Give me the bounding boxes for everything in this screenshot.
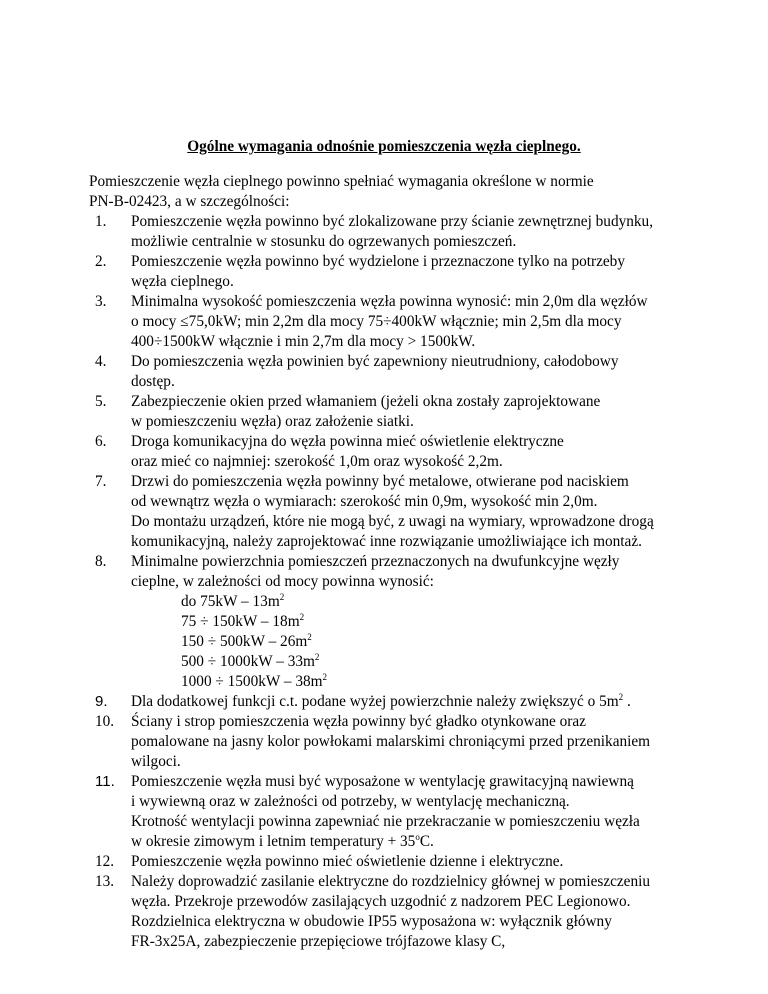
list-item-9 bbox=[89, 692, 689, 712]
intro-line: Pomieszczenie węzła cieplnego powinno spełniać wymagania określone w normie bbox=[89, 173, 594, 190]
requirements-list bbox=[89, 212, 689, 952]
item-line: Droga komunikacyjna do węzła powinna mieć oświetlenie elektryczne bbox=[131, 433, 564, 450]
item-line: Minimalna wysokość pomieszczenia węzła powinna wynosić: min 2,0m dla węzłów bbox=[131, 293, 648, 310]
item-line: Drzwi do pomieszczenia węzła powinny być metalowe, otwierane pod naciskiem bbox=[131, 473, 629, 490]
item-number: 11. bbox=[95, 773, 115, 790]
item-line: w okresie zimowym i letnim temperatury + $35^oC$. bbox=[131, 831, 434, 850]
item-line: Pomieszczenie węzła powinno mieć oświetlenie dzienne i elektryczne. bbox=[131, 853, 564, 870]
list-item-6 bbox=[89, 432, 689, 472]
item-line: Do montażu urządzeń, które nie mogą być, z uwagi na wymiary, wprowadzone drogą bbox=[131, 513, 654, 530]
item-line: Pomieszczenie węzła powinno być wydzielone i przeznaczone tylko na potrzeby bbox=[131, 253, 625, 270]
item-line: wilgoci. bbox=[131, 753, 181, 770]
intro-line: PN-B-02423, a w szczególności: bbox=[89, 193, 290, 210]
list-item-3 bbox=[89, 292, 689, 352]
item-number: 7. bbox=[95, 473, 107, 490]
list-item-13 bbox=[89, 872, 689, 952]
area-requirement: $500 \div 1000kW - 33m^2$ bbox=[181, 651, 320, 670]
list-item-7 bbox=[89, 472, 689, 552]
list-item-1 bbox=[89, 212, 689, 252]
item-number: 1. bbox=[95, 213, 107, 230]
area-requirement: $75 \div 150kW - 18m^2$ bbox=[181, 611, 305, 630]
item-line: możliwie centralnie w stosunku do ogrzewanych pomieszczeń. bbox=[131, 233, 517, 250]
item-line: FR-3x25A, zabezpieczenie przepięciowe trójfazowe klasy C, bbox=[131, 933, 506, 950]
area-requirement: $150 \div 500kW - 26m^2$ bbox=[181, 631, 312, 650]
item-number: 9. bbox=[95, 693, 108, 710]
area-requirement: do $75kW - 13m^2$ bbox=[181, 591, 285, 610]
item-line: cieplne, w zależności od mocy powinna wynosić: bbox=[131, 573, 434, 590]
list-item-11 bbox=[89, 772, 689, 852]
item-line: Pomieszczenie węzła musi być wyposażone w wentylację grawitacyjną nawiewną bbox=[131, 773, 634, 790]
area-requirement: $1000 \div 1500kW - 38m^2$ bbox=[181, 671, 328, 690]
item-number: 10. bbox=[95, 713, 115, 730]
item-line: Dla dodatkowej funkcji c.t. podane wyżej powierzchnie należy zwiększyć o $5m^2$ . bbox=[131, 691, 631, 710]
item-number: 13. bbox=[95, 873, 115, 890]
item-line: Należy doprowadzić zasilanie elektryczne do rozdzielnicy głównej w pomieszczeniu bbox=[131, 873, 651, 890]
item-line: i wywiewną oraz w zależności od potrzeby, w wentylację mechaniczną. bbox=[131, 793, 570, 810]
item-line: dostęp. bbox=[131, 373, 175, 390]
item-number: 3. bbox=[95, 293, 107, 310]
item-number: 8. bbox=[95, 553, 107, 570]
item-number: 5. bbox=[95, 393, 107, 410]
list-item-8 bbox=[89, 552, 689, 692]
item-number: 12. bbox=[95, 853, 115, 870]
list-item-5 bbox=[89, 392, 689, 432]
item-line: Krotność wentylacji powinna zapewniać nie przekraczanie w pomieszczeniu węzła bbox=[131, 813, 640, 830]
item-line: węzła. Przekroje przewodów zasilających uzgodnić z nadzorem PEC Legionowo. bbox=[131, 893, 631, 910]
list-item-4 bbox=[89, 352, 689, 392]
item-number: 6. bbox=[95, 433, 107, 450]
item-line: w pomieszczeniu węzła) oraz założenie siatki. bbox=[131, 413, 414, 430]
item-line: o mocy ≤75,0kW; min 2,2m dla mocy 75÷400kW włącznie; min 2,5m dla mocy bbox=[131, 313, 622, 330]
list-item-2 bbox=[89, 252, 689, 292]
item-line: Do pomieszczenia węzła powinien być zapewniony nieutrudniony, całodobowy bbox=[131, 353, 619, 370]
item-line: Rozdzielnica elektryczna w obudowie IP55 wyposażona w: wyłącznik główny bbox=[131, 913, 612, 930]
item-line: Minimalne powierzchnia pomieszczeń przeznaczonych na dwufunkcyjne węzły bbox=[131, 553, 620, 570]
item-number: 4. bbox=[95, 353, 107, 370]
intro-paragraph bbox=[89, 172, 689, 212]
item-line: Zabezpieczenie okien przed włamaniem (jeżeli okna zostały zaprojektowane bbox=[131, 393, 601, 410]
list-item-10 bbox=[89, 712, 689, 772]
item-line: pomalowane na jasny kolor powłokami malarskimi chroniącymi przed przenikaniem bbox=[131, 733, 651, 750]
list-item-12 bbox=[89, 852, 689, 872]
item-line: 400÷1500kW włącznie i min 2,7m dla mocy > 1500kW. bbox=[131, 333, 476, 350]
document-title: Ogólne wymagania odnośnie pomieszczenia węzła cieplnego. bbox=[187, 138, 581, 155]
item-line: węzła cieplnego. bbox=[131, 273, 234, 290]
item-line: komunikacyjną, należy zaprojektować inne rozwiązanie umożliwiające ich montaż. bbox=[131, 533, 642, 550]
item-number: 2. bbox=[95, 253, 107, 270]
item-line: Ściany i strop pomieszczenia węzła powinny być gładko otynkowane oraz bbox=[131, 713, 586, 730]
item-line: Pomieszczenie węzła powinno być zlokalizowane przy ścianie zewnętrznej budynku, bbox=[131, 213, 654, 230]
item-line: oraz mieć co najmniej: szerokość 1,0m oraz wysokość 2,2m. bbox=[131, 453, 503, 470]
item-line: od wewnątrz węzła o wymiarach: szerokość min 0,9m, wysokość min 2,0m. bbox=[131, 493, 598, 510]
